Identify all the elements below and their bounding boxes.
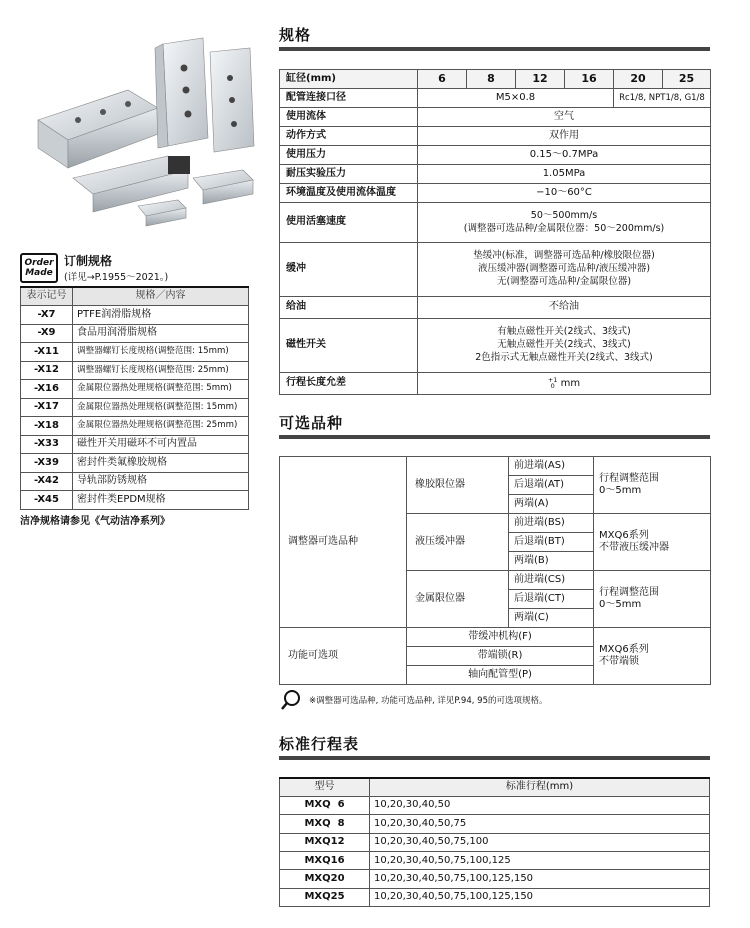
hydraulic-row-3: 两端(B)	[509, 552, 594, 571]
hydraulic-row-1: 前进端(BS)	[509, 514, 594, 533]
adjuster-option-label: 调整器可选品种	[280, 457, 407, 628]
order-code: -X11	[21, 343, 73, 362]
order-code: -X39	[21, 454, 73, 473]
order-made-footer: 洁净规格请参见《气动洁净系列》	[20, 515, 170, 527]
spec-value-pressure: 0.15～0.7MPa	[418, 146, 711, 165]
size-12: 12	[516, 70, 565, 89]
metal-note-1: 行程调整范围	[599, 586, 659, 598]
spec-value-temp: −10～60°C	[418, 184, 711, 203]
order-code: -X42	[21, 472, 73, 491]
order-spec: 密封件类氟橡胶规格	[73, 454, 249, 473]
order-spec: 金属限位器热处理规格(调整范围: 25mm)	[73, 417, 249, 436]
order-made-row	[21, 417, 249, 436]
order-code: -X17	[21, 398, 73, 417]
stroke-row	[280, 852, 710, 870]
options-title: 可选品种	[279, 414, 344, 432]
order-made-subtitle: (详见→P.1955～2021。)	[64, 272, 169, 283]
rubber-note-2: 0～5mm	[599, 485, 642, 496]
cushion-line-2: 液压缓冲器(调整器可选品种/液压缓冲器)	[477, 263, 651, 275]
order-spec: 密封件类EPDM规格	[73, 491, 249, 510]
options-footnote	[279, 688, 710, 712]
footnote-text: ※调整器可选品种, 功能可选品种, 详见P.94, 95的可选项规格。	[309, 696, 548, 706]
order-spec: 金属限位器热处理规格(调整范围: 5mm)	[73, 380, 249, 399]
order-spec: 食品用润滑脂规格	[73, 324, 249, 343]
tol-up: +1	[547, 375, 558, 384]
rubber-note-1: 行程调整范围	[599, 472, 659, 484]
order-made-section	[20, 252, 249, 527]
spec-value-tolerance	[418, 373, 711, 395]
hydraulic-note-2: 不带液压缓冲器	[599, 542, 669, 553]
size-20: 20	[614, 70, 663, 89]
stroke-values: 10,20,30,40,50,75	[370, 815, 710, 833]
cushion-line-1: 垫缓冲(标准，调整器可选品种/橡胶限位器)	[473, 250, 655, 262]
stroke-model: MXQ25	[280, 888, 370, 906]
col-model: 型号	[280, 778, 370, 796]
badge-line2: Made	[25, 267, 53, 278]
stroke-model: MXQ20	[280, 870, 370, 888]
spec-label-cushion: 缓冲	[280, 243, 418, 297]
spec-value-fluid: 空气	[418, 108, 711, 127]
stroke-row	[280, 833, 710, 851]
order-made-table	[20, 286, 249, 510]
size-6: 6	[418, 70, 467, 89]
order-spec: 调整器螺钉长度规格(调整范围: 15mm)	[73, 343, 249, 362]
order-made-row	[21, 361, 249, 380]
tol-unit: mm	[560, 377, 581, 389]
hydraulic-note	[594, 514, 711, 571]
order-made-row	[21, 435, 249, 454]
stroke-model: MXQ 8	[280, 815, 370, 833]
order-made-row	[21, 472, 249, 491]
spec-title-rule	[279, 47, 710, 51]
stroke-row	[280, 796, 710, 814]
speed-line-1: 50～500mm/s	[530, 209, 598, 221]
rubber-row-1: 前进端(AS)	[509, 457, 594, 476]
size-25: 25	[663, 70, 711, 89]
order-made-row	[21, 324, 249, 343]
col-spec: 规格／内容	[73, 287, 249, 306]
order-made-row	[21, 398, 249, 417]
order-made-row	[21, 454, 249, 473]
spec-value-speed	[418, 203, 711, 243]
options-title-rule	[279, 435, 710, 439]
spec-value-port-large: Rc1/8, NPT1/8, G1/8	[614, 89, 711, 108]
stroke-values: 10,20,30,40,50,75,100,125,150	[370, 888, 710, 906]
func-row-1: 带缓冲机构(F)	[407, 628, 594, 647]
hydraulic-row-2: 后退端(BT)	[509, 533, 594, 552]
metal-note	[594, 571, 711, 628]
order-made-row	[21, 306, 249, 325]
switch-line-1: 有触点磁性开关(2线式、3线式)	[497, 326, 631, 338]
stroke-model: MXQ 6	[280, 796, 370, 814]
func-note-1: MXQ6系列	[599, 643, 649, 655]
switch-line-3: 2色指示式无触点磁性开关(2线式、3线式)	[475, 351, 653, 363]
stroke-title-rule	[279, 756, 710, 760]
stroke-table	[279, 777, 710, 907]
order-spec: PTFE润滑脂规格	[73, 306, 249, 325]
spec-value-action: 双作用	[418, 127, 711, 146]
switch-line-2: 无触点磁性开关(2线式、3线式)	[497, 339, 631, 351]
order-spec: 金属限位器热处理规格(调整范围: 15mm)	[73, 398, 249, 417]
stroke-values: 10,20,30,40,50	[370, 796, 710, 814]
spec-label-tolerance: 行程长度允差	[280, 373, 418, 395]
spec-label-fluid: 使用流体	[280, 108, 418, 127]
order-code: -X18	[21, 417, 73, 436]
hydraulic-note-1: MXQ6系列	[599, 529, 649, 541]
magnifier-icon	[279, 688, 303, 712]
spec-label-action: 动作方式	[280, 127, 418, 146]
spec-label-proof: 耐压实验压力	[280, 165, 418, 184]
rubber-stopper-label: 橡胶限位器	[407, 457, 509, 514]
spec-label-switch: 磁性开关	[280, 319, 418, 373]
stroke-title: 标准行程表	[279, 735, 360, 753]
spec-label-lube: 给油	[280, 297, 418, 319]
hydraulic-label: 液压缓冲器	[407, 514, 509, 571]
stroke-section	[279, 733, 710, 907]
func-row-2: 带端锁(R)	[407, 647, 594, 666]
order-made-title: 订制规格	[64, 254, 113, 268]
stroke-row	[280, 888, 710, 906]
order-code: -X9	[21, 324, 73, 343]
order-spec: 导轨部防锈规格	[73, 472, 249, 491]
order-code: -X33	[21, 435, 73, 454]
stroke-values: 10,20,30,40,50,75,100,125,150	[370, 870, 710, 888]
rubber-row-2: 后退端(AT)	[509, 476, 594, 495]
order-code: -X7	[21, 306, 73, 325]
spec-value-cushion	[418, 243, 711, 297]
stroke-values: 10,20,30,40,50,75,100	[370, 833, 710, 851]
spec-value-port-small: M5×0.8	[418, 89, 614, 108]
func-row-3: 轴向配管型(P)	[407, 666, 594, 685]
spec-title: 规格	[279, 26, 312, 44]
spec-value-switch	[418, 319, 711, 373]
spec-label-temp: 环境温度及使用流体温度	[280, 184, 418, 203]
rubber-note	[594, 457, 711, 514]
order-code: -X12	[21, 361, 73, 380]
metal-row-2: 后退端(CT)	[509, 590, 594, 609]
order-made-row	[21, 343, 249, 362]
size-8: 8	[467, 70, 516, 89]
cushion-line-3: 无(调整器可选品种/金属限位器)	[496, 275, 632, 287]
metal-row-3: 两端(C)	[509, 609, 594, 628]
tol-down: 0	[550, 381, 555, 390]
func-note-2: 不带端锁	[599, 656, 639, 667]
order-spec: 磁性开关用磁环不可内置品	[73, 435, 249, 454]
order-code: -X16	[21, 380, 73, 399]
size-16: 16	[565, 70, 614, 89]
spec-table	[279, 69, 711, 395]
order-spec: 调整器螺钉长度规格(调整范围: 25mm)	[73, 361, 249, 380]
speed-line-2: (调整器可选品种/金属限位器：50～200mm/s)	[463, 222, 665, 234]
metal-row-1: 前进端(CS)	[509, 571, 594, 590]
metal-stopper-label: 金属限位器	[407, 571, 509, 628]
stroke-values: 10,20,30,40,50,75,100,125	[370, 852, 710, 870]
order-made-row	[21, 380, 249, 399]
product-photo	[18, 28, 258, 238]
spec-label-port: 配管连接口径	[280, 89, 418, 108]
spec-label-speed: 使用活塞速度	[280, 203, 418, 243]
metal-note-2: 0～5mm	[599, 599, 642, 610]
bore-label: 缸径(mm)	[280, 70, 418, 89]
order-code: -X45	[21, 491, 73, 510]
stroke-model: MXQ12	[280, 833, 370, 851]
spec-value-lube: 不给油	[418, 297, 711, 319]
spec-section	[279, 24, 710, 395]
order-made-row	[21, 491, 249, 510]
func-note	[594, 628, 711, 685]
badge-line1: Order	[24, 257, 54, 268]
spec-value-proof: 1.05MPa	[418, 165, 711, 184]
spec-label-pressure: 使用压力	[280, 146, 418, 165]
col-stroke: 标准行程(mm)	[370, 778, 710, 796]
rubber-row-3: 两端(A)	[509, 495, 594, 514]
options-table	[279, 456, 711, 685]
stroke-row	[280, 870, 710, 888]
col-code: 表示记号	[21, 287, 73, 306]
stroke-row	[280, 815, 710, 833]
order-made-badge	[20, 253, 58, 283]
stroke-model: MXQ16	[280, 852, 370, 870]
options-section	[279, 412, 710, 712]
function-option-label: 功能可选项	[280, 628, 407, 685]
